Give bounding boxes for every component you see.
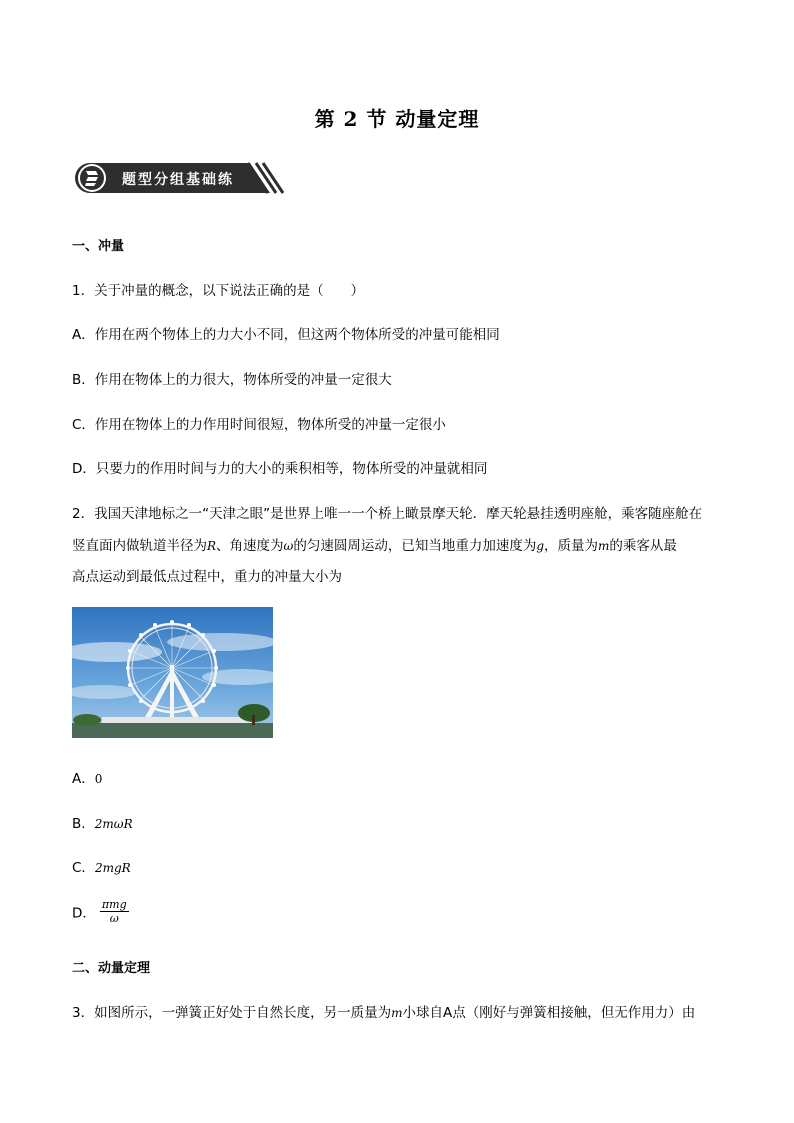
- question-2-option-c: C．2mgR: [72, 860, 131, 876]
- section-heading-momentum-theorem: 二、动量定理: [72, 961, 151, 976]
- question-2-option-b: B．2mωR: [72, 816, 133, 832]
- section-heading-impulse: 一、冲量: [72, 239, 125, 254]
- page-title: 第 2 节 动量定理: [314, 107, 480, 131]
- question-2-line-3: 高点运动到最低点过程中，重力的冲量大小为: [72, 569, 342, 585]
- question-1-option-b: B．作用在物体上的力很大，物体所受的冲量一定很大: [72, 372, 392, 388]
- question-1-option-c: C．作用在物体上的力作用时间很短，物体所受的冲量一定很小: [72, 417, 446, 433]
- ferris-wheel-photo: [72, 607, 273, 738]
- question-1-option-a: A．作用在两个物体上的力大小不同，但这两个物体所受的冲量可能相同: [72, 327, 500, 343]
- question-1-stem: 1．关于冲量的概念，以下说法正确的是（ ）: [72, 283, 365, 299]
- fraction-pi-mg-over-omega: $\frac{\text{πmg}}{\omega}$: [101, 898, 127, 925]
- question-2-option-a: A．0: [72, 771, 103, 787]
- question-1-option-d: D．只要力的作用时间与力的大小的乘积相等，物体所受的冲量就相同: [72, 461, 488, 477]
- section-banner: [72, 158, 286, 198]
- banner-label: 题型分组基础练: [122, 172, 234, 188]
- question-2-option-d: D． $\frac{\text{πmg}}{\omega}$: [72, 898, 127, 925]
- question-3-line-1: 3．如图所示，一弹簧正好处于自然长度，另一质量为m小球自A点（刚好与弹簧相接触，但无作用力）由: [72, 1005, 696, 1021]
- question-2-line-1: 2．我国天津地标之一“天津之眼”是世界上唯一一个桥上瞰景摩天轮．摩天轮悬挂透明座舱，乘客随座舱在: [72, 506, 703, 522]
- question-2-line-2: 竖直面内做轨道半径为R、角速度为ω的匀速圆周运动，已知当地重力加速度为g，质量为m的乘客从最: [72, 538, 677, 554]
